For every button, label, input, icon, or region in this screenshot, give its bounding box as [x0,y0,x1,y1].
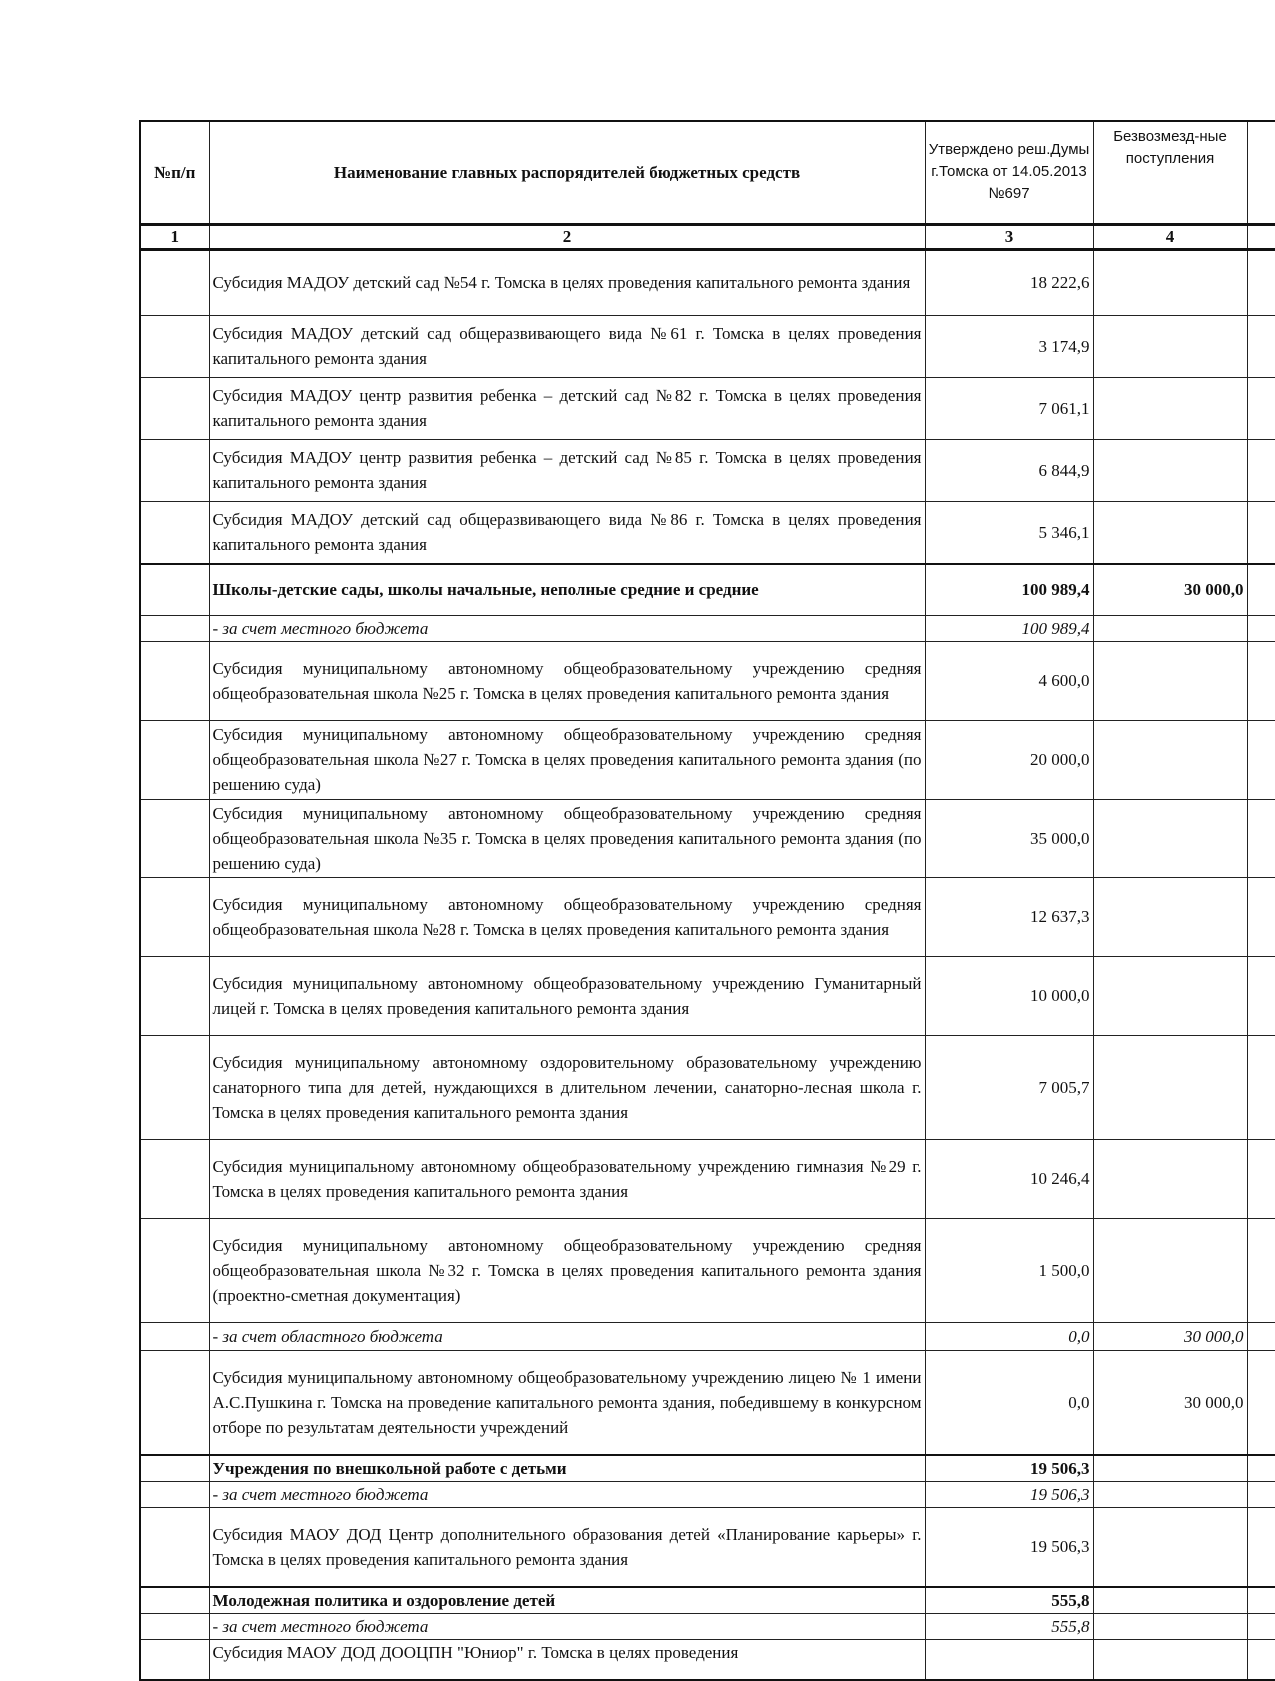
row-col5 [1247,1455,1275,1482]
row-name: Субсидия муниципальному автономному общеобразовательному учреждению средняя общеобразовательная школа №32 г. Томска в целях проведения капитального ремонта здания (проектно-сметная документация) [209,1218,925,1322]
row-name: Субсидия муниципальному автономному общеобразовательному учреждению средняя общеобразовательная школа №35 г. Томска в целях проведения капитального ремонта здания (по решению суда) [209,799,925,877]
row-approved: 4 600,0 [925,641,1093,720]
row-grants [1093,1218,1247,1322]
row-approved: 555,8 [925,1587,1093,1614]
row-approved: 18 222,6 [925,249,1093,315]
table-row [140,501,1275,564]
row-name: Субсидия МАОУ ДОД ДООЦПН "Юниор" г. Томска в целях проведения [209,1640,925,1680]
row-approved: 555,8 [925,1614,1093,1640]
row-grants: 30 000,0 [1093,1350,1247,1455]
row-approved: 0,0 [925,1322,1093,1350]
row-number [140,439,209,501]
row-grants [1093,1139,1247,1218]
row-name: Молодежная политика и оздоровление детей [209,1587,925,1614]
header-col-approved: Утверждено реш.Думы г.Томска от 14.05.2013 №697 [925,121,1093,224]
row-number [140,956,209,1035]
row-grants [1093,1587,1247,1614]
row-approved: 20 000,0 [925,720,1093,799]
row-approved: 10 246,4 [925,1139,1093,1218]
row-approved: 19 506,3 [925,1455,1093,1482]
row-name: - за счет местного бюджета [209,615,925,641]
table-row [140,1322,1275,1350]
row-col5 [1247,1035,1275,1139]
row-name: Школы-детские сады, школы начальные, неполные средние и средние [209,564,925,615]
table-row [140,877,1275,956]
row-name: Субсидия муниципальному автономному общеобразовательному учреждению лицею № 1 имени А.С.Пушкина г. Томска на проведение капитального ремонта здания, победившему в конкурсном отборе по результатам деятельности учреждений [209,1350,925,1455]
table-row [140,641,1275,720]
table-row [140,564,1275,615]
row-approved: 19 506,3 [925,1482,1093,1508]
row-col5 [1247,1640,1275,1680]
row-approved: 0,0 [925,1350,1093,1455]
row-number [140,1322,209,1350]
row-grants [1093,1508,1247,1587]
row-grants [1093,377,1247,439]
row-col5 [1247,439,1275,501]
row-col5 [1247,249,1275,315]
row-approved: 6 844,9 [925,439,1093,501]
row-number [140,1218,209,1322]
row-grants [1093,615,1247,641]
row-approved: 19 506,3 [925,1508,1093,1587]
table-row [140,1035,1275,1139]
row-name: Субсидия МАДОУ центр развития ребенка – детский сад №85 г. Томска в целях проведения капитального ремонта здания [209,439,925,501]
row-col5 [1247,615,1275,641]
row-name: Субсидия муниципальному автономному общеобразовательному учреждению Гуманитарный лицей г. Томска в целях проведения капитального ремонта здания [209,956,925,1035]
header-col-name: Наименование главных распорядителей бюджетных средств [209,121,925,224]
row-col5 [1247,1322,1275,1350]
row-number [140,877,209,956]
row-name: - за счет местного бюджета [209,1482,925,1508]
row-name: Субсидия МАДОУ детский сад общеразвивающего вида №61 г. Томска в целях проведения капитального ремонта здания [209,315,925,377]
row-approved: 3 174,9 [925,315,1093,377]
row-col5 [1247,877,1275,956]
row-grants [1093,439,1247,501]
row-name: - за счет областного бюджета [209,1322,925,1350]
table-row [140,1218,1275,1322]
row-name: Учреждения по внешкольной работе с детьми [209,1455,925,1482]
row-number [140,1035,209,1139]
table-row [140,956,1275,1035]
row-grants [1093,720,1247,799]
table-row [140,1614,1275,1640]
row-name: - за счет местного бюджета [209,1614,925,1640]
row-grants [1093,641,1247,720]
row-col5 [1247,720,1275,799]
row-grants [1093,1035,1247,1139]
row-col5 [1247,1482,1275,1508]
row-grants [1093,501,1247,564]
row-grants [1093,249,1247,315]
table-row [140,315,1275,377]
row-grants [1093,956,1247,1035]
col-num-3: 3 [925,224,1093,249]
row-name: Субсидия МАДОУ центр развития ребенка – детский сад №82 г. Томска в целях проведения капитального ремонта здания [209,377,925,439]
row-number [140,615,209,641]
row-approved: 12 637,3 [925,877,1093,956]
table-row [140,720,1275,799]
row-col5 [1247,315,1275,377]
header-col-number: №п/п [140,121,209,224]
row-name: Субсидия муниципальному автономному общеобразовательному учреждению средняя общеобразовательная школа №25 г. Томска в целях проведения капитального ремонта здания [209,641,925,720]
col-num-1: 1 [140,224,209,249]
table-row [140,377,1275,439]
table-row [140,1482,1275,1508]
row-grants [1093,1640,1247,1680]
row-approved: 7 061,1 [925,377,1093,439]
row-number [140,641,209,720]
header-col-5 [1247,121,1275,224]
row-col5 [1247,1614,1275,1640]
row-number [140,1640,209,1680]
row-approved: 10 000,0 [925,956,1093,1035]
row-col5 [1247,564,1275,615]
row-name: Субсидия муниципальному автономному общеобразовательному учреждению средняя общеобразовательная школа №28 г. Томска в целях проведения капитального ремонта здания [209,877,925,956]
row-col5 [1247,1350,1275,1455]
row-number [140,1139,209,1218]
row-grants [1093,799,1247,877]
table-row [140,615,1275,641]
row-col5 [1247,501,1275,564]
row-number [140,564,209,615]
row-number [140,1614,209,1640]
row-approved: 35 000,0 [925,799,1093,877]
row-grants: 30 000,0 [1093,564,1247,615]
row-col5 [1247,1218,1275,1322]
row-approved: 100 989,4 [925,564,1093,615]
row-number [140,720,209,799]
row-number [140,315,209,377]
row-grants [1093,315,1247,377]
row-name: Субсидия МАДОУ детский сад №54 г. Томска в целях проведения капитального ремонта здания [209,249,925,315]
row-number [140,1587,209,1614]
row-number [140,501,209,564]
col-num-2: 2 [209,224,925,249]
row-approved [925,1640,1093,1680]
row-approved: 100 989,4 [925,615,1093,641]
row-grants: 30 000,0 [1093,1322,1247,1350]
row-col5 [1247,1508,1275,1587]
row-number [140,1455,209,1482]
col-num-4: 4 [1093,224,1247,249]
row-number [140,249,209,315]
row-col5 [1247,1587,1275,1614]
row-number [140,1350,209,1455]
table-row [140,1587,1275,1614]
row-approved: 1 500,0 [925,1218,1093,1322]
row-col5 [1247,956,1275,1035]
row-col5 [1247,799,1275,877]
table-row [140,1139,1275,1218]
row-name: Субсидия муниципальному автономному общеобразовательному учреждению средняя общеобразовательная школа №27 г. Томска в целях проведения капитального ремонта здания (по решению суда) [209,720,925,799]
row-col5 [1247,641,1275,720]
budget-table [139,120,1275,1681]
row-number [140,377,209,439]
row-name: Субсидия муниципальному автономному оздоровительному образовательному учреждению санаторного типа для детей, нуждающихся в длительном лечении, санаторно-лесная школа г. Томска в целях проведения капитального ремонта здания [209,1035,925,1139]
row-grants [1093,1455,1247,1482]
column-number-row [140,224,1275,249]
table-row [140,1640,1275,1680]
table-row [140,1508,1275,1587]
row-name: Субсидия МАДОУ детский сад общеразвивающего вида №86 г. Томска в целях проведения капитального ремонта здания [209,501,925,564]
row-name: Субсидия муниципальному автономному общеобразовательному учреждению гимназия №29 г. Томска в целях проведения капитального ремонта здания [209,1139,925,1218]
table-row [140,439,1275,501]
row-col5 [1247,1139,1275,1218]
row-name: Субсидия МАОУ ДОД Центр дополнительного образования детей «Планирование карьеры» г. Томска в целях проведения капитального ремонта здания [209,1508,925,1587]
row-grants [1093,1614,1247,1640]
col-num-5 [1247,224,1275,249]
row-col5 [1247,377,1275,439]
row-grants [1093,877,1247,956]
table-header-row [140,121,1275,224]
row-grants [1093,1482,1247,1508]
row-number [140,1508,209,1587]
table-row [140,1350,1275,1455]
row-approved: 5 346,1 [925,501,1093,564]
row-approved: 7 005,7 [925,1035,1093,1139]
table-row [140,249,1275,315]
table-row [140,799,1275,877]
row-number [140,1482,209,1508]
table-row [140,1455,1275,1482]
row-number [140,799,209,877]
header-col-grants: Безвозмезд-ные поступления [1093,121,1247,224]
